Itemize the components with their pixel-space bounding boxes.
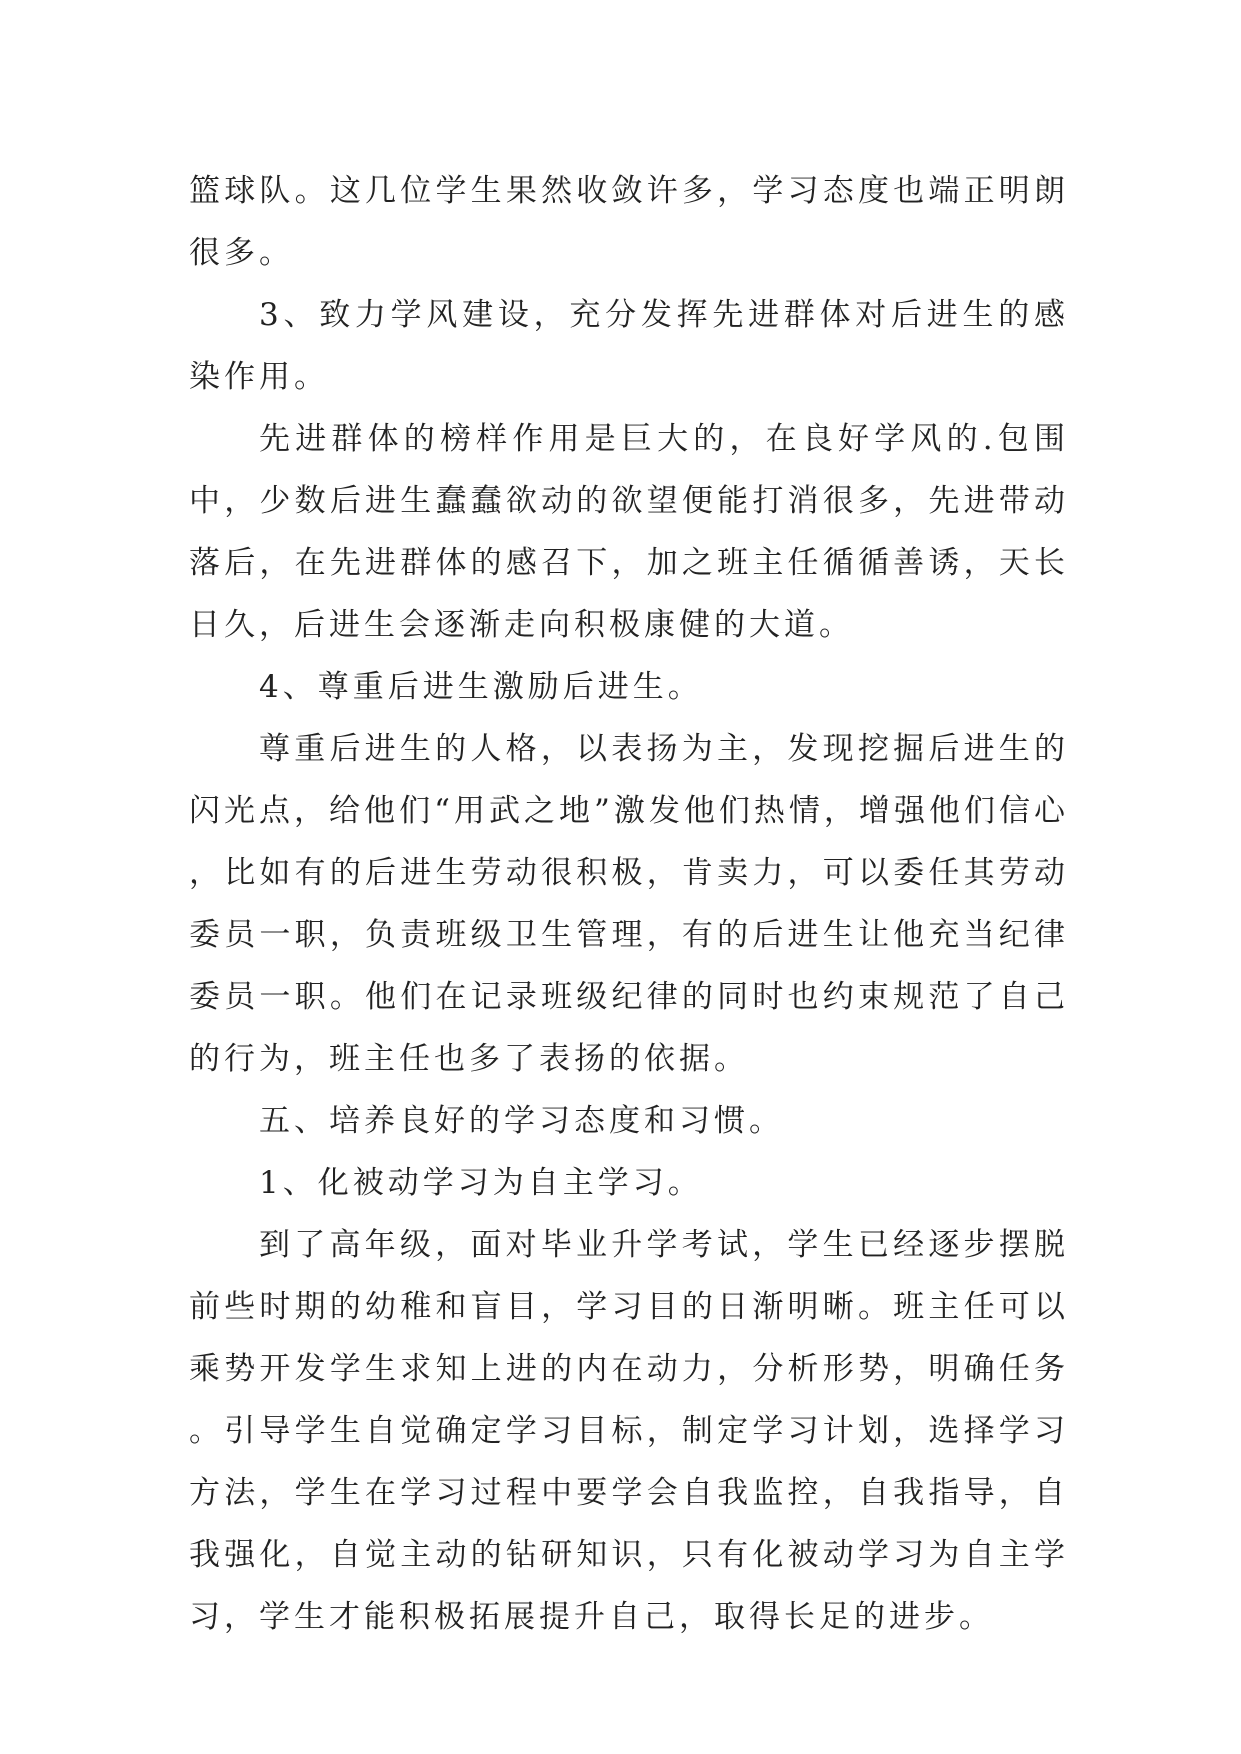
- paragraph-6: 五、培养良好的学习态度和习惯。: [259, 1103, 784, 1139]
- paragraph-3: 先进群体的榜样作用是巨大的，在良好学风的.包围中，少数后进生蠢蠢欲动的欲望便能打消很多，先进带动落后，在先进群体的感召下，加之班主任循循善诱，天长日久，后进生会逐渐走向积极康健的大道。: [189, 421, 1069, 643]
- paragraph-7: 1、化被动学习为自主学习。: [259, 1165, 703, 1201]
- paragraph-5: 尊重后进生的人格，以表扬为主，发现挖掘后进生的闪光点，给他们“用武之地”激发他们热情，增强他们信心，比如有的后进生劳动很积极，肯卖力，可以委任其劳动委员一职，负责班级卫生管理，有的后进生让他充当纪律委员一职。他们在记录班级纪律的同时也约束规范了自己的行为，班主任也多了表扬的依据。: [189, 731, 1069, 1077]
- paragraph-2: 3、致力学风建设，充分发挥先进群体对后进生的感染作用。: [189, 297, 1069, 395]
- paragraph-4: 4、尊重后进生激励后进生。: [259, 669, 703, 705]
- paragraph-1: 篮球队。这几位学生果然收敛许多，学习态度也端正明朗很多。: [189, 173, 1069, 271]
- paragraph-8: 到了高年级，面对毕业升学考试，学生已经逐步摆脱前些时期的幼稚和盲目，学习目的日渐明晰。班主任可以乘势开发学生求知上进的内在动力，分析形势，明确任务。引导学生自觉确定学习目标，制定学习计划，选择学习方法，学生在学习过程中要学会自我监控，自我指导，自我强化，自觉主动的钻研知识，只有化被动学习为自主学习，学生才能积极拓展提升自己，取得长足的进步。: [189, 1227, 1069, 1635]
- document-body: [189, 160, 1069, 1648]
